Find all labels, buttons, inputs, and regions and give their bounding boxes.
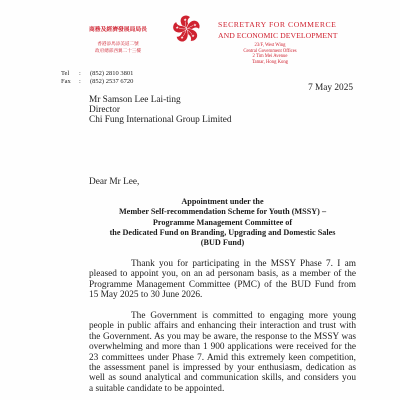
office-title-line: AND ECONOMIC DEVELOPMENT <box>218 30 338 40</box>
fax-separator: : <box>79 78 81 85</box>
paragraph-line: the assessment panel is impressed by your enthusiasm, dedication as <box>89 362 356 373</box>
recipient-company: Chi Fung International Group Limited <box>89 115 232 125</box>
body-paragraph <box>89 259 356 301</box>
recipient-title: Director <box>89 105 120 115</box>
letterhead-chinese <box>86 26 150 55</box>
office-title-line: SECRETARY FOR COMMERCE <box>218 19 337 29</box>
letterhead-english-title <box>218 19 338 41</box>
paragraph-line: 23 committees under Phase 7. Amid this extremely keen competition, <box>89 352 356 363</box>
paragraph-line: Programme Management Committee (PMC) of the BUD Fund from <box>89 279 356 290</box>
chinese-office-title: 商務及經濟發展局局長 <box>89 27 147 33</box>
paragraph-line: overwhelming and more than 1 900 applications were received for the <box>89 342 356 353</box>
recipient-block <box>89 95 232 125</box>
tel-number: (852) 2810 3801 <box>90 70 134 77</box>
subject-heading <box>89 197 356 248</box>
contact-block <box>61 70 133 86</box>
fax-number: (852) 2537 6720 <box>90 78 134 85</box>
fax-row <box>61 78 133 86</box>
subject-line: Member Self-recommendation Scheme for Youth (MSSY) – <box>118 207 327 217</box>
tel-separator: : <box>79 70 81 77</box>
recipient-name: Mr Samson Lee Lai-ting <box>89 95 181 105</box>
address-line: 2 Tim Mei Avenue <box>252 54 288 60</box>
paragraph-line: 15 May 2025 to 30 June 2026. <box>89 290 203 301</box>
paragraph-line: people in public affairs and enhancing their interaction and trust with <box>89 321 356 332</box>
paragraph-line: Thank you for participating in the MSSY Phase 7. I am <box>131 258 356 269</box>
subject-line: the Dedicated Fund on Branding, Upgrading and Domestic Sales <box>109 227 336 237</box>
address-line: Tamar, Hong Kong <box>251 60 289 66</box>
tel-row <box>61 70 133 78</box>
bauhinia-emblem-icon <box>171 13 202 44</box>
paragraph-line: the Government. As you may be aware, the response to the MSSY was <box>89 331 356 342</box>
body-paragraph <box>89 311 356 395</box>
paragraph-line: well as sound analytical and communication skills, and considers you <box>89 373 356 384</box>
paragraph-line: pleased to appoint you, on an ad personam basis, as a member of the <box>89 269 356 280</box>
chinese-address-line: 政府總部西翼二十三樓 <box>95 48 141 54</box>
chinese-address-line: 香港添馬添美道二號 <box>97 41 139 47</box>
letter-date: 7 May 2025 <box>308 83 353 93</box>
fax-label: Fax <box>61 78 71 85</box>
subject-line: (BUD Fund) <box>200 238 245 247</box>
paragraph-line: The Government is committed to engaging more young <box>131 310 356 321</box>
paragraph-line: a suitable candidate to be appointed. <box>89 383 225 394</box>
address-line: Central Government Offices <box>243 48 297 54</box>
subject-line: Appointment under the <box>181 197 264 206</box>
salutation: Dear Mr Lee, <box>89 177 140 187</box>
address-line: 23/F, West Wing <box>254 43 286 48</box>
tel-label: Tel <box>61 70 70 77</box>
subject-line: Programme Management Committee of <box>152 217 293 227</box>
letterhead-english-address <box>220 43 320 66</box>
